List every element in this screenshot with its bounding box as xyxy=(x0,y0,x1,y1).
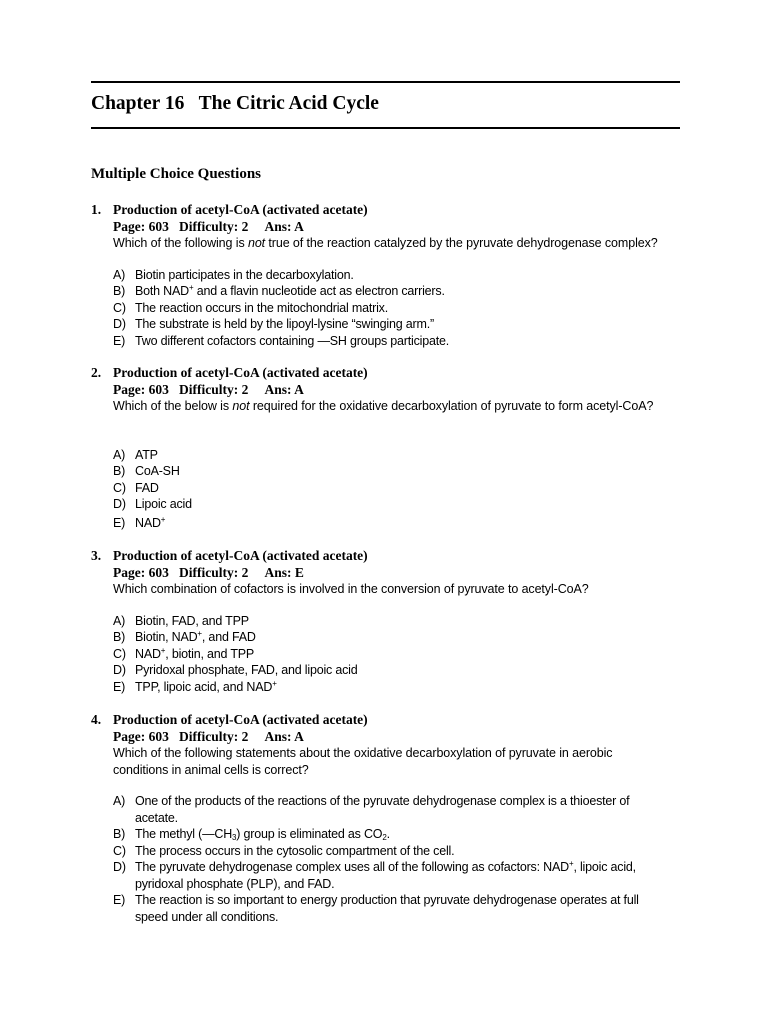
option-text: One of the products of the reactions of the pyruvate dehydrogenase complex is a thioester of xyxy=(135,794,630,808)
answer-options xyxy=(113,447,691,532)
option-letter: E) xyxy=(113,893,126,907)
answer-options xyxy=(113,267,691,350)
question-stem: Which combination of cofactors is involved in the conversion of pyruvate to acetyl-CoA? xyxy=(113,582,589,596)
question-stem xyxy=(113,398,691,415)
option-text: Biotin participates in the decarboxylation. xyxy=(135,267,354,282)
option-d xyxy=(113,496,691,513)
question-number: 2. xyxy=(91,365,102,380)
superscript: + xyxy=(160,514,166,524)
stem-text: true of the reaction catalyzed by the pyruvate dehydrogenase complex? xyxy=(265,236,658,250)
question-body xyxy=(113,365,691,531)
question-number: 3. xyxy=(91,548,102,563)
stem-emphasis: not xyxy=(232,399,250,413)
option-e xyxy=(113,892,691,925)
option-letter: E) xyxy=(113,333,126,348)
option-text: The methyl (—CH xyxy=(135,827,233,841)
option-b xyxy=(113,283,691,300)
stem-text: required for the oxidative decarboxylation of pyruvate to form acetyl-CoA? xyxy=(249,399,654,413)
question-stem xyxy=(113,235,691,252)
question-stem-line: Which of the following statements about the oxidative decarboxylation of pyruvate in aerobic xyxy=(113,746,613,760)
option-text: acetate. xyxy=(135,810,178,825)
stem-text: Which of the following is xyxy=(113,236,248,250)
option-text: TPP, lipoic acid, and NAD xyxy=(135,679,273,694)
option-letter: C) xyxy=(113,843,126,858)
chapter-title: Chapter 16 The Citric Acid Cycle xyxy=(91,93,379,114)
superscript: + xyxy=(160,645,166,655)
option-letter: A) xyxy=(113,267,126,282)
option-text: Both NAD xyxy=(135,284,189,298)
question-stem-line: conditions in animal cells is correct? xyxy=(113,762,309,777)
option-letter: C) xyxy=(113,300,126,315)
option-letter: C) xyxy=(113,646,126,661)
question-topic: Production of acetyl-CoA (activated acetate) xyxy=(113,712,368,727)
option-text: The substrate is held by the lipoyl-lysine “swinging arm.” xyxy=(135,317,434,331)
option-text: , lipoic acid, xyxy=(573,860,636,874)
option-text: FAD xyxy=(135,480,159,495)
option-text: The reaction occurs in the mitochondrial matrix. xyxy=(135,300,389,315)
question-meta: Page: 603 Difficulty: 2 Ans: A xyxy=(113,728,304,744)
option-text: speed under all conditions. xyxy=(135,909,279,924)
question-body xyxy=(113,548,691,695)
option-text: Pyridoxal phosphate, FAD, and lipoic acid xyxy=(135,663,358,677)
option-e xyxy=(113,679,691,696)
superscript: + xyxy=(272,678,277,688)
question-topic: Production of acetyl-CoA (activated acetate) xyxy=(113,548,368,563)
option-text: NAD xyxy=(135,515,161,530)
answer-options xyxy=(113,793,691,925)
option-text: and a flavin nucleotide act as electron carriers. xyxy=(193,284,445,298)
option-e xyxy=(113,515,691,532)
option-c xyxy=(113,843,691,860)
option-letter: D) xyxy=(113,860,126,874)
option-letter: B) xyxy=(113,630,126,644)
question-meta: Page: 603 Difficulty: 2 Ans: A xyxy=(113,218,304,234)
option-letter: D) xyxy=(113,317,126,331)
option-letter: E) xyxy=(113,515,126,530)
option-c xyxy=(113,300,691,317)
option-b xyxy=(113,463,691,480)
option-c xyxy=(113,480,691,497)
option-text: CoA-SH xyxy=(135,464,180,478)
option-text: Biotin, FAD, and TPP xyxy=(135,613,249,628)
option-letter: A) xyxy=(113,794,126,808)
superscript: + xyxy=(188,283,194,292)
option-text: Biotin, NAD xyxy=(135,630,198,644)
answer-options xyxy=(113,613,691,696)
option-letter: C) xyxy=(113,480,126,495)
question-body xyxy=(113,712,691,925)
option-text: , biotin, and TPP xyxy=(165,646,255,661)
header-top-rule xyxy=(91,81,680,83)
option-a xyxy=(113,793,691,826)
stem-emphasis: not xyxy=(247,236,266,250)
option-e xyxy=(113,333,691,350)
option-b xyxy=(113,826,691,843)
option-text: Two different cofactors containing —SH groups participate. xyxy=(135,333,450,348)
option-letter: E) xyxy=(113,679,126,694)
option-b xyxy=(113,629,691,646)
option-letter: A) xyxy=(113,447,126,462)
option-text: , and FAD xyxy=(201,630,256,644)
option-a xyxy=(113,613,691,630)
option-a xyxy=(113,447,691,464)
question-topic: Production of acetyl-CoA (activated acetate) xyxy=(113,365,368,380)
option-letter: A) xyxy=(113,613,126,628)
question-body xyxy=(113,202,691,349)
superscript: + xyxy=(568,859,574,868)
option-text: The pyruvate dehydrogenase complex uses all of the following as cofactors: NAD xyxy=(135,860,569,874)
option-text: NAD xyxy=(135,646,161,661)
option-letter: D) xyxy=(113,497,126,511)
question-meta: Page: 603 Difficulty: 2 Ans: E xyxy=(113,564,304,580)
option-letter: B) xyxy=(113,827,126,841)
option-text: The reaction is so important to energy production that pyruvate dehydrogenase operates at full xyxy=(135,893,639,907)
option-d xyxy=(113,316,691,333)
option-a xyxy=(113,267,691,284)
option-text: . xyxy=(386,827,390,841)
option-d xyxy=(113,859,691,892)
subscript: 2 xyxy=(382,833,387,842)
stem-text: Which of the below is xyxy=(113,399,233,413)
option-text: Lipoic acid xyxy=(135,497,192,511)
option-text: ) group is eliminated as CO xyxy=(236,827,383,841)
question-topic: Production of acetyl-CoA (activated acetate) xyxy=(113,202,368,217)
option-letter: B) xyxy=(113,284,126,298)
header-bottom-rule xyxy=(91,127,680,129)
option-text: pyridoxal phosphate (PLP), and FAD. xyxy=(135,876,335,891)
section-heading: Multiple Choice Questions xyxy=(91,166,262,182)
question-number: 4. xyxy=(91,712,102,727)
option-text: The process occurs in the cytosolic compartment of the cell. xyxy=(135,843,455,858)
question-meta: Page: 603 Difficulty: 2 Ans: A xyxy=(113,381,304,397)
option-letter: B) xyxy=(113,464,126,478)
subscript: 3 xyxy=(232,833,237,842)
option-d xyxy=(113,662,691,679)
superscript: + xyxy=(197,629,202,638)
option-letter: D) xyxy=(113,663,126,677)
question-number: 1. xyxy=(91,202,102,217)
option-c xyxy=(113,646,691,663)
option-text: ATP xyxy=(135,447,158,462)
